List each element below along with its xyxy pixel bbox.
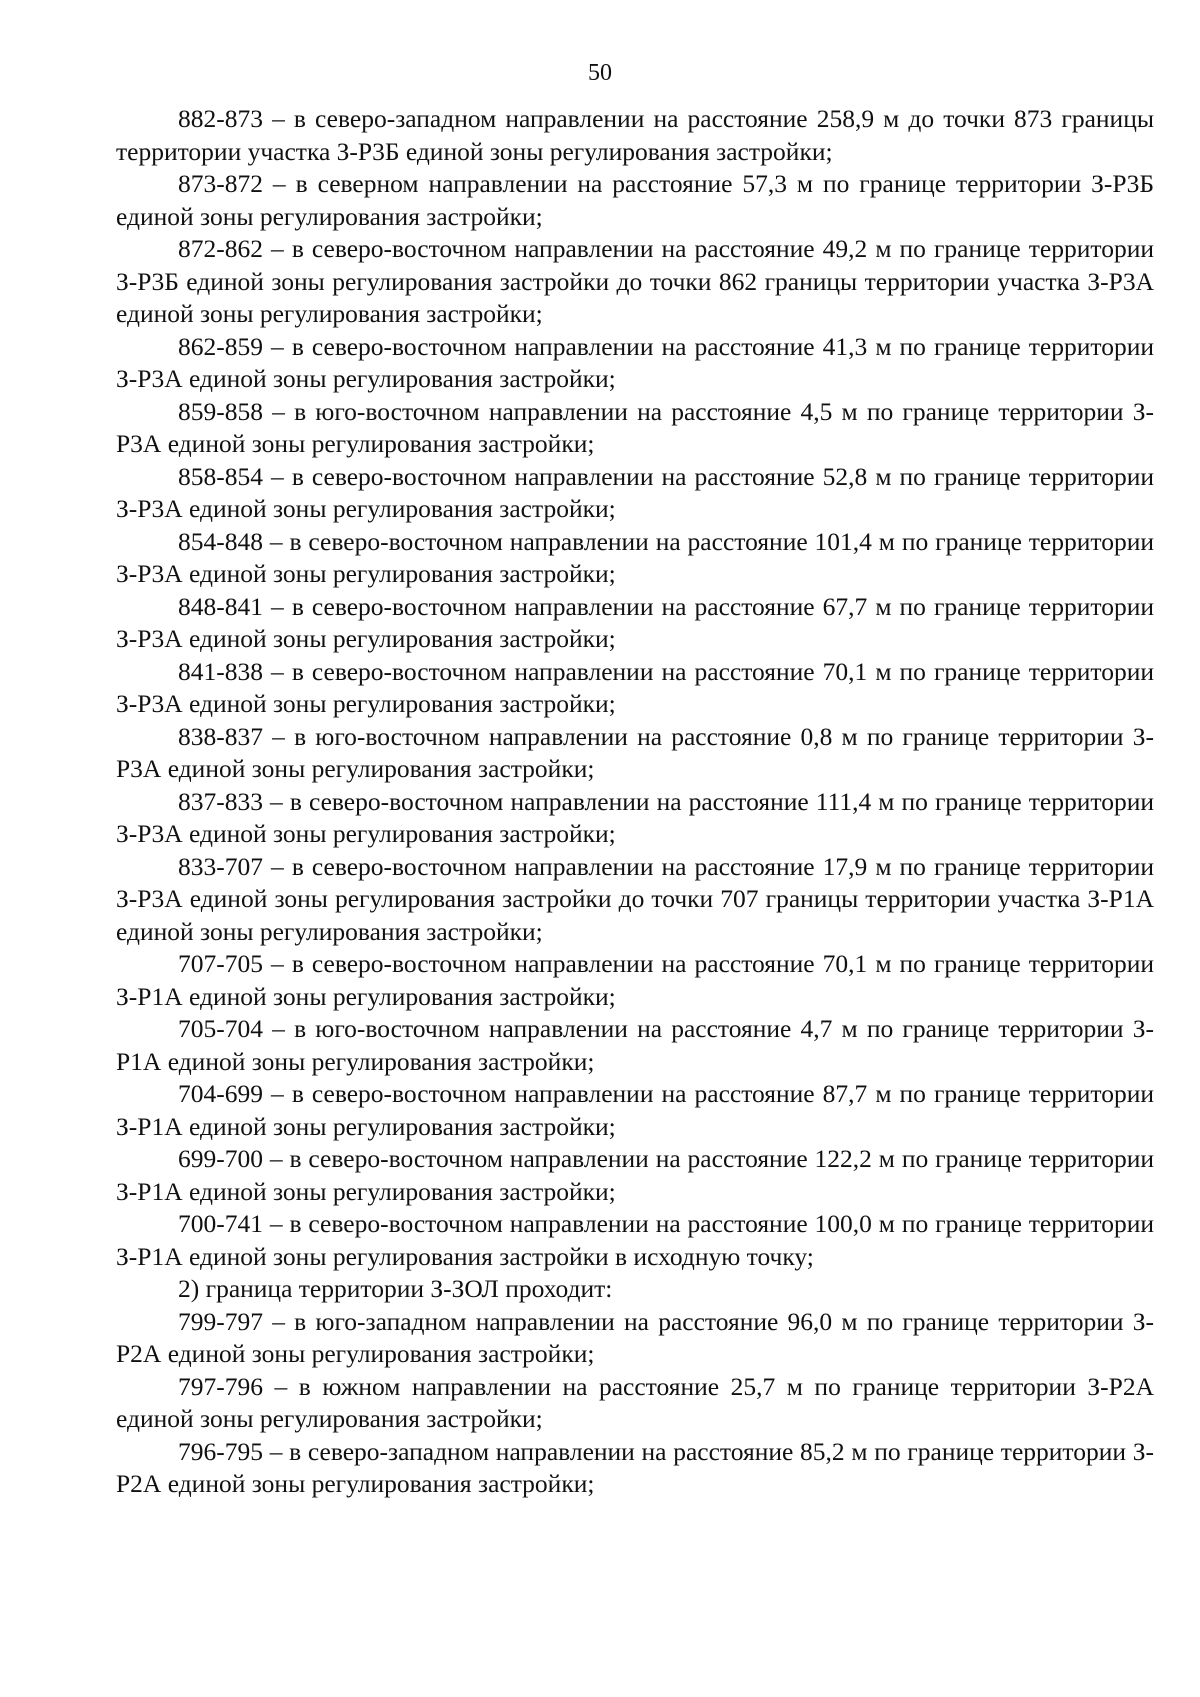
boundary-segment-paragraph: 796-795 – в северо-западном направлении на расстояние 85,2 м по границе территории З-Р2А единой зоны регулирования застройки; bbox=[116, 1436, 1154, 1498]
boundary-segment-paragraph: 704-699 – в северо-восточном направлении на расстояние 87,7 м по границе территории З-Р1А единой зоны регулирования застройки; bbox=[116, 1079, 1154, 1141]
boundary-segment-paragraph: 862-859 – в северо-восточном направлении на расстояние 41,3 м по границе территории З-Р3А единой зоны регулирования застройки; bbox=[116, 331, 1154, 393]
section-heading-paragraph: 2) граница территории З-ЗОЛ проходит: bbox=[178, 1274, 613, 1303]
boundary-segment-paragraph: 848-841 – в северо-восточном направлении на расстояние 67,7 м по границе территории З-Р3А единой зоны регулирования застройки; bbox=[116, 591, 1154, 653]
boundary-segment-paragraph: 699-700 – в северо-восточном направлении на расстояние 122,2 м по границе территории З-Р1А единой зоны регулирования застройки; bbox=[116, 1144, 1154, 1206]
boundary-segment-paragraph: 799-797 – в юго-западном направлении на расстояние 96,0 м по границе территории З-Р2А единой зоны регулирования застройки; bbox=[116, 1306, 1154, 1368]
boundary-segment-paragraph: 854-848 – в северо-восточном направлении на расстояние 101,4 м по границе территории З-Р3А единой зоны регулирования застройки; bbox=[116, 526, 1154, 588]
boundary-segment-paragraph: 838-837 – в юго-восточном направлении на расстояние 0,8 м по границе территории З-Р3А единой зоны регулирования застройки; bbox=[116, 721, 1154, 783]
boundary-segment-paragraph: 841-838 – в северо-восточном направлении на расстояние 70,1 м по границе территории З-Р3А единой зоны регулирования застройки; bbox=[116, 656, 1154, 718]
boundary-segment-paragraph: 837-833 – в северо-восточном направлении на расстояние 111,4 м по границе территории З-Р3А единой зоны регулирования застройки; bbox=[116, 786, 1154, 848]
boundary-segment-paragraph: 700-741 – в северо-восточном направлении на расстояние 100,0 м по границе территории З-Р1А единой зоны регулирования застройки в исходную точку; bbox=[116, 1209, 1154, 1271]
boundary-segment-paragraph: 873-872 – в северном направлении на расстояние 57,3 м по границе территории З-Р3Б единой зоны регулирования застройки; bbox=[116, 169, 1154, 231]
page-number: 50 bbox=[588, 60, 612, 86]
boundary-segment-paragraph: 882-873 – в северо-западном направлении на расстояние 258,9 м до точки 873 границы территории участка З-Р3Б единой зоны регулирования застройки; bbox=[116, 104, 1154, 166]
document-body bbox=[116, 103, 1154, 1501]
boundary-segment-paragraph: 707-705 – в северо-восточном направлении на расстояние 70,1 м по границе территории З-Р1А единой зоны регулирования застройки; bbox=[116, 949, 1154, 1011]
boundary-segment-paragraph: 797-796 – в южном направлении на расстояние 25,7 м по границе территории З-Р2А единой зоны регулирования застройки; bbox=[116, 1371, 1154, 1433]
boundary-segment-paragraph: 858-854 – в северо-восточном направлении на расстояние 52,8 м по границе территории З-Р3А единой зоны регулирования застройки; bbox=[116, 461, 1154, 523]
boundary-segment-paragraph: 859-858 – в юго-восточном направлении на расстояние 4,5 м по границе территории З-Р3А единой зоны регулирования застройки; bbox=[116, 396, 1154, 458]
boundary-segment-paragraph: 705-704 – в юго-восточном направлении на расстояние 4,7 м по границе территории З-Р1А единой зоны регулирования застройки; bbox=[116, 1014, 1154, 1076]
boundary-segment-paragraph: 872-862 – в северо-восточном направлении на расстояние 49,2 м по границе территории З-Р3Б единой зоны регулирования застройки до точки 862 границы территории участка З-Р3А единой зоны регулирования застройки; bbox=[116, 234, 1154, 328]
boundary-segment-paragraph: 833-707 – в северо-восточном направлении на расстояние 17,9 м по границе территории З-Р3А единой зоны регулирования застройки до точки 707 границы территории участка З-Р1А единой зоны регулирования застройки; bbox=[116, 851, 1154, 946]
